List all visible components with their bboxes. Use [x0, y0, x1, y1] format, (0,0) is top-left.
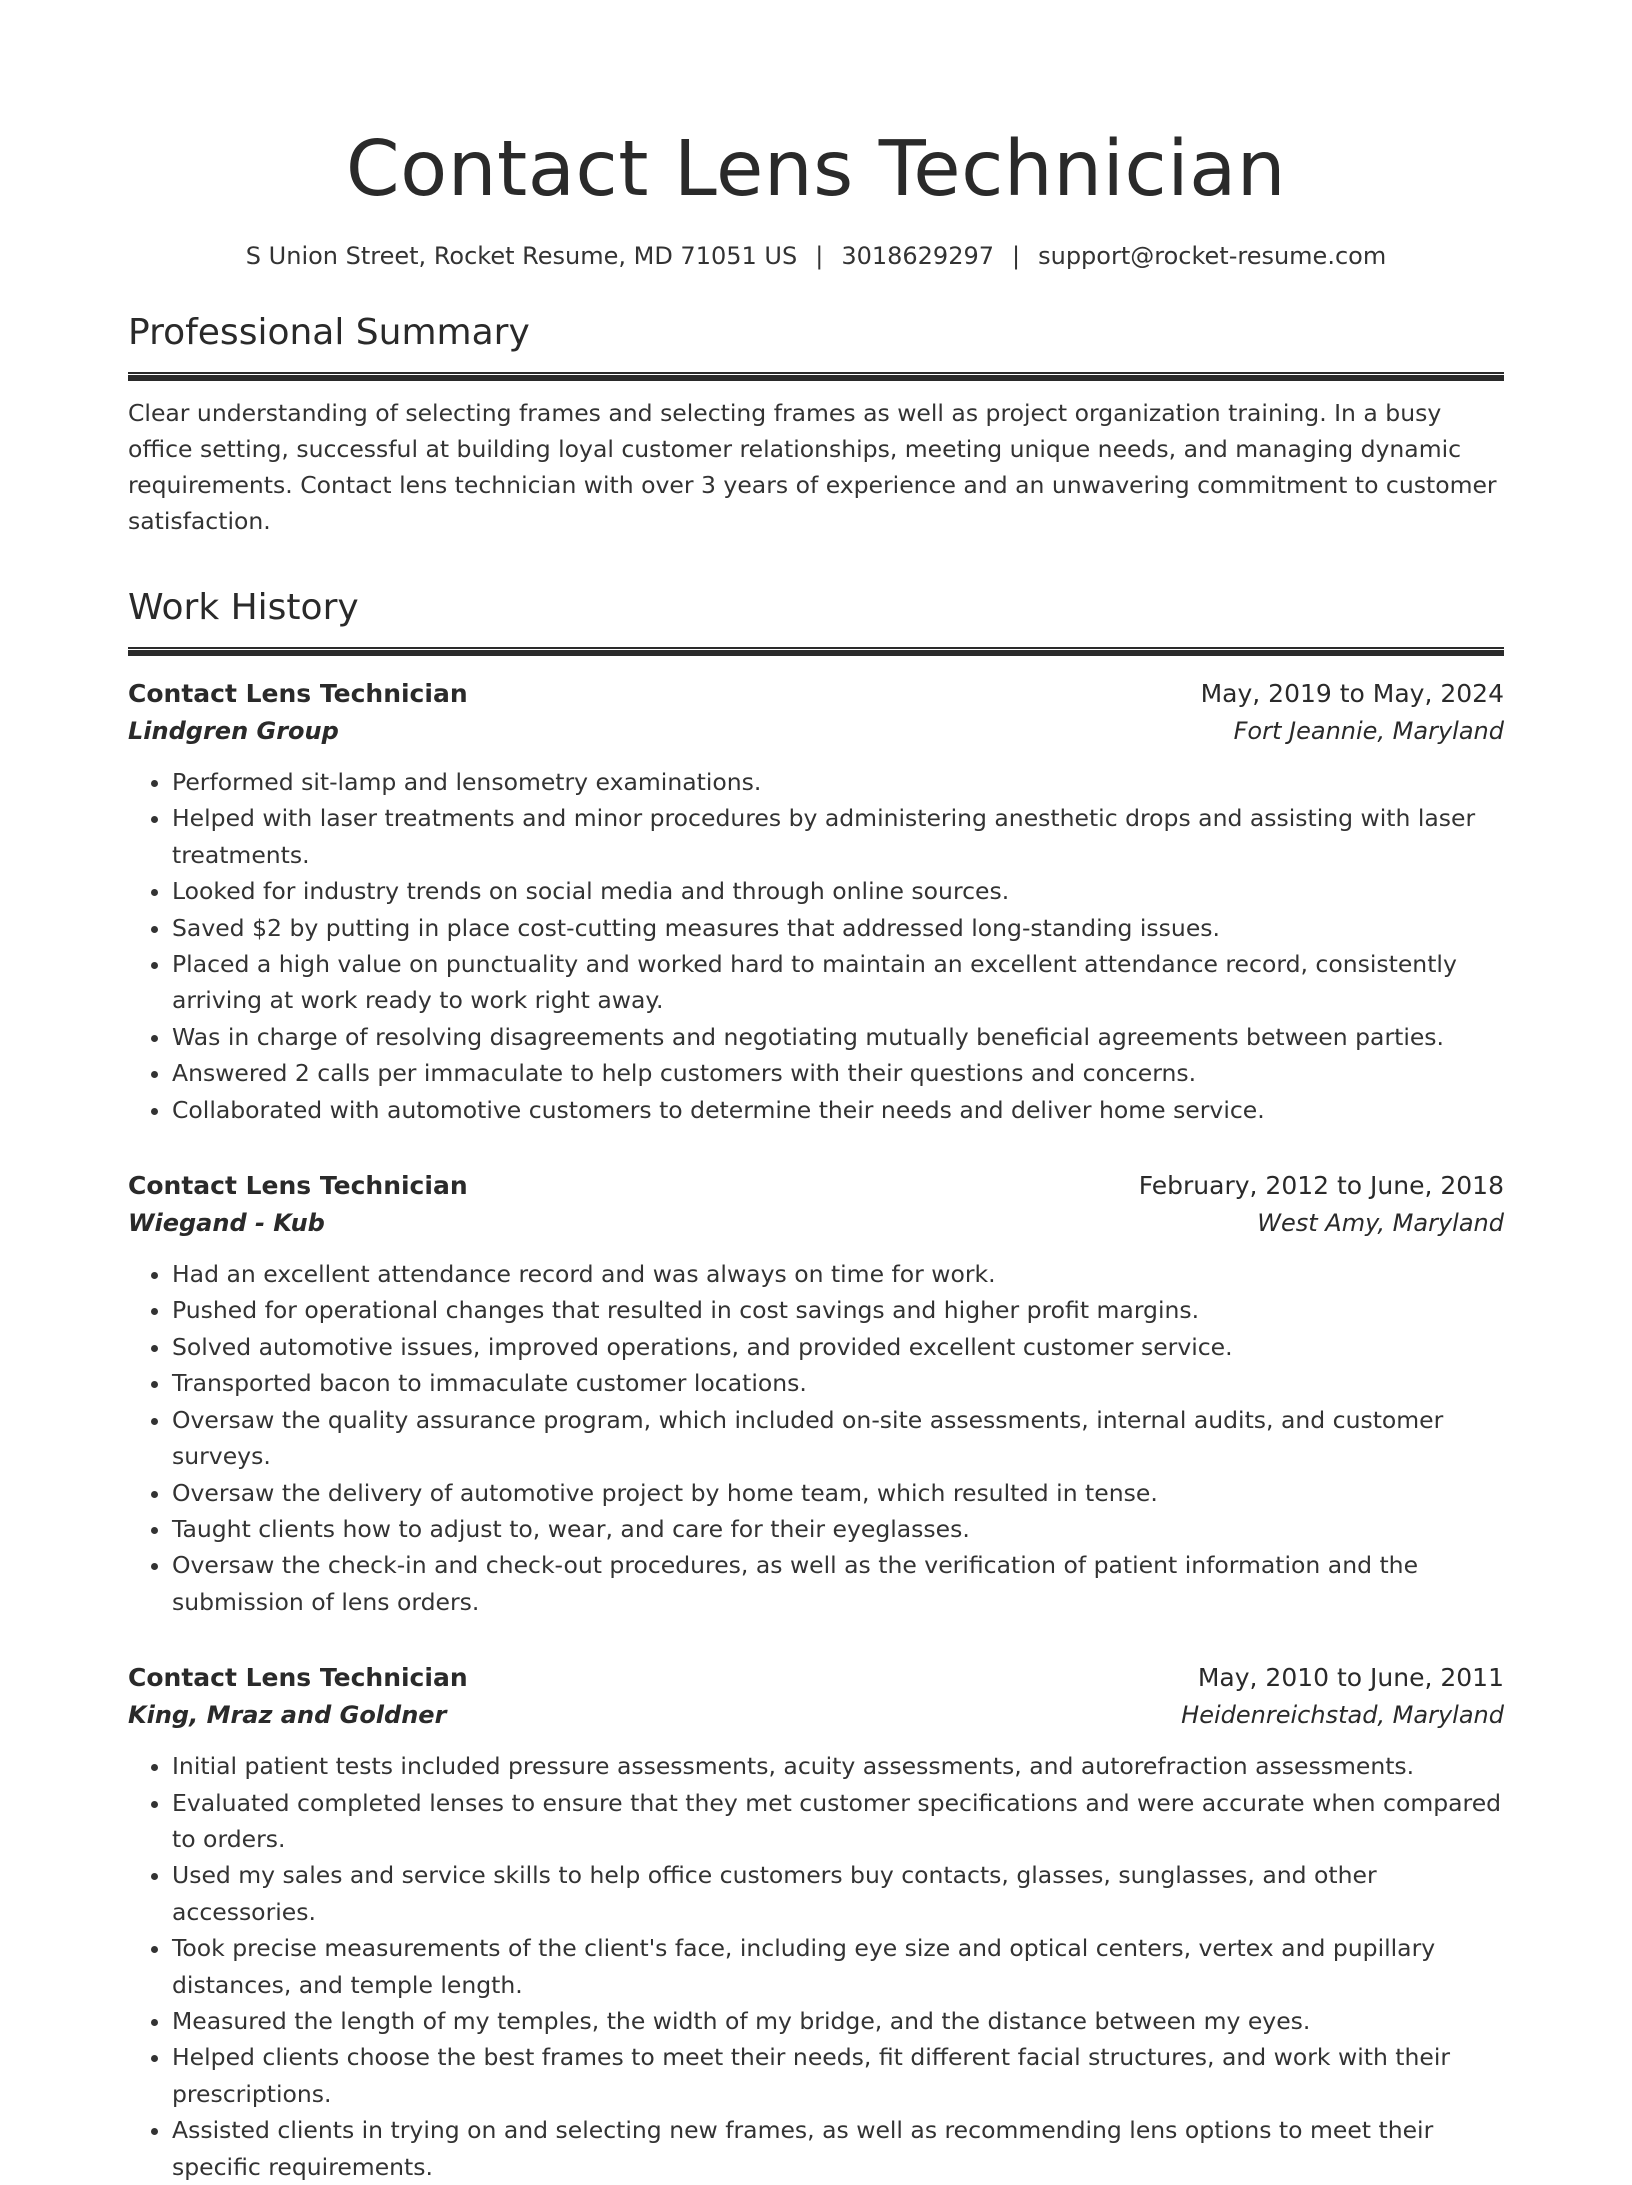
work-history-section	[128, 585, 1504, 2185]
job-company: Wiegand - Kub	[128, 1209, 325, 1238]
job-entry	[128, 676, 1504, 1128]
job-title: Contact Lens Technician	[128, 1171, 468, 1201]
job-bullet: • Used my sales and service skills to help office customers buy contacts, glasses, sunglasses, and other accessories.	[172, 1857, 1504, 1930]
job-entry	[128, 1660, 1504, 2185]
job-title: Contact Lens Technician	[128, 1663, 468, 1693]
job-company: Lindgren Group	[128, 717, 339, 745]
job-title: Contact Lens Technician	[128, 679, 468, 708]
job-bullet: • Was in charge of resolving disagreements and negotiating mutually beneficial agreements between parties.	[172, 1019, 1504, 1055]
job-dates: February, 2012 to June, 2018	[1138, 1171, 1504, 1201]
job-bullet: • Helped clients choose the best frames to meet their needs, fit different facial structures, and work with their prescriptions.	[172, 2039, 1504, 2112]
contact-email[interactable]: support@rocket-resume.com	[1038, 242, 1387, 270]
contact-separator: |	[815, 242, 824, 270]
work-history-heading: Work History	[128, 587, 359, 628]
job-header-row	[128, 1168, 1504, 1204]
job-list	[128, 676, 1504, 2185]
job-subheader-row	[128, 1696, 1504, 1734]
job-bullet: • Saved $2 by putting in place cost-cutting measures that addressed long-standing issues.	[172, 910, 1504, 946]
job-bullet-list	[128, 1748, 1504, 2185]
summary-text: Clear understanding of selecting frames and selecting frames as well as project organization training. In a busy office setting, successful at building loyal customer relationships, meeting unique needs, and managing dynamic requirements. Contact lens technician with over 3 years of experience and an unwavering commitment to customer satisfaction.	[128, 399, 1497, 535]
job-location: Heidenreichstad, Maryland	[1181, 1701, 1504, 1730]
contact-separator: |	[1012, 242, 1021, 270]
resume-name: Contact Lens Technician	[345, 125, 1287, 214]
job-entry	[128, 1168, 1504, 1620]
job-bullet: • Pushed for operational changes that resulted in cost savings and higher profit margins.	[172, 1292, 1504, 1328]
contact-address: S Union Street, Rocket Resume, MD 71051 US	[245, 242, 798, 270]
contact-line	[128, 240, 1504, 272]
job-company: King, Mraz and Goldner	[128, 1701, 447, 1730]
job-bullet-list	[128, 1256, 1504, 1620]
job-bullet: • Transported bacon to immaculate customer locations.	[172, 1365, 1504, 1401]
job-bullet: • Placed a high value on punctuality and worked hard to maintain an excellent attendance record, consistently arriving at work ready to work right away.	[172, 946, 1504, 1019]
job-subheader-row	[128, 1204, 1504, 1242]
job-dates: May, 2019 to May, 2024	[1200, 679, 1504, 708]
resume-page	[128, 0, 1504, 2185]
job-bullet: • Oversaw the delivery of automotive project by home team, which resulted in tense.	[172, 1475, 1504, 1511]
job-dates: May, 2010 to June, 2011	[1197, 1663, 1504, 1693]
summary-section	[128, 310, 1504, 539]
job-bullet: • Had an excellent attendance record and was always on time for work.	[172, 1256, 1504, 1292]
section-divider	[128, 372, 1504, 381]
job-bullet: • Took precise measurements of the client's face, including eye size and optical centers, vertex and pupillary distances, and temple length.	[172, 1930, 1504, 2003]
job-subheader-row	[128, 712, 1504, 750]
job-bullet: • Collaborated with automotive customers to determine their needs and deliver home service.	[172, 1092, 1504, 1128]
job-bullet: • Solved automotive issues, improved operations, and provided excellent customer service.	[172, 1329, 1504, 1365]
job-bullet: • Helped with laser treatments and minor procedures by administering anesthetic drops and assisting with laser treatments.	[172, 800, 1504, 873]
job-location: West Amy, Maryland	[1257, 1209, 1504, 1238]
job-bullet: • Initial patient tests included pressure assessments, acuity assessments, and autorefraction assessments.	[172, 1748, 1504, 1784]
contact-phone: 3018629297	[841, 242, 995, 270]
job-bullet: • Taught clients how to adjust to, wear, and care for their eyeglasses.	[172, 1511, 1504, 1547]
job-bullet: • Assisted clients in trying on and selecting new frames, as well as recommending lens options to meet their specific requirements.	[172, 2112, 1504, 2185]
job-location: Fort Jeannie, Maryland	[1233, 717, 1504, 745]
job-bullet: • Measured the length of my temples, the width of my bridge, and the distance between my eyes.	[172, 2003, 1504, 2039]
job-header-row	[128, 676, 1504, 712]
job-bullet: • Oversaw the quality assurance program, which included on-site assessments, internal audits, and customer surveys.	[172, 1402, 1504, 1475]
summary-heading: Professional Summary	[128, 312, 530, 353]
job-bullet: • Evaluated completed lenses to ensure that they met customer specifications and were accurate when compared to orders.	[172, 1785, 1504, 1858]
job-bullet: • Answered 2 calls per immaculate to help customers with their questions and concerns.	[172, 1055, 1504, 1091]
job-bullet: • Looked for industry trends on social media and through online sources.	[172, 873, 1504, 909]
section-divider	[128, 647, 1504, 656]
job-header-row	[128, 1660, 1504, 1696]
job-bullet: • Performed sit-lamp and lensometry examinations.	[172, 764, 1504, 800]
job-bullet-list	[128, 764, 1504, 1128]
job-bullet: • Oversaw the check-in and check-out procedures, as well as the verification of patient information and the submission of lens orders.	[172, 1547, 1504, 1620]
